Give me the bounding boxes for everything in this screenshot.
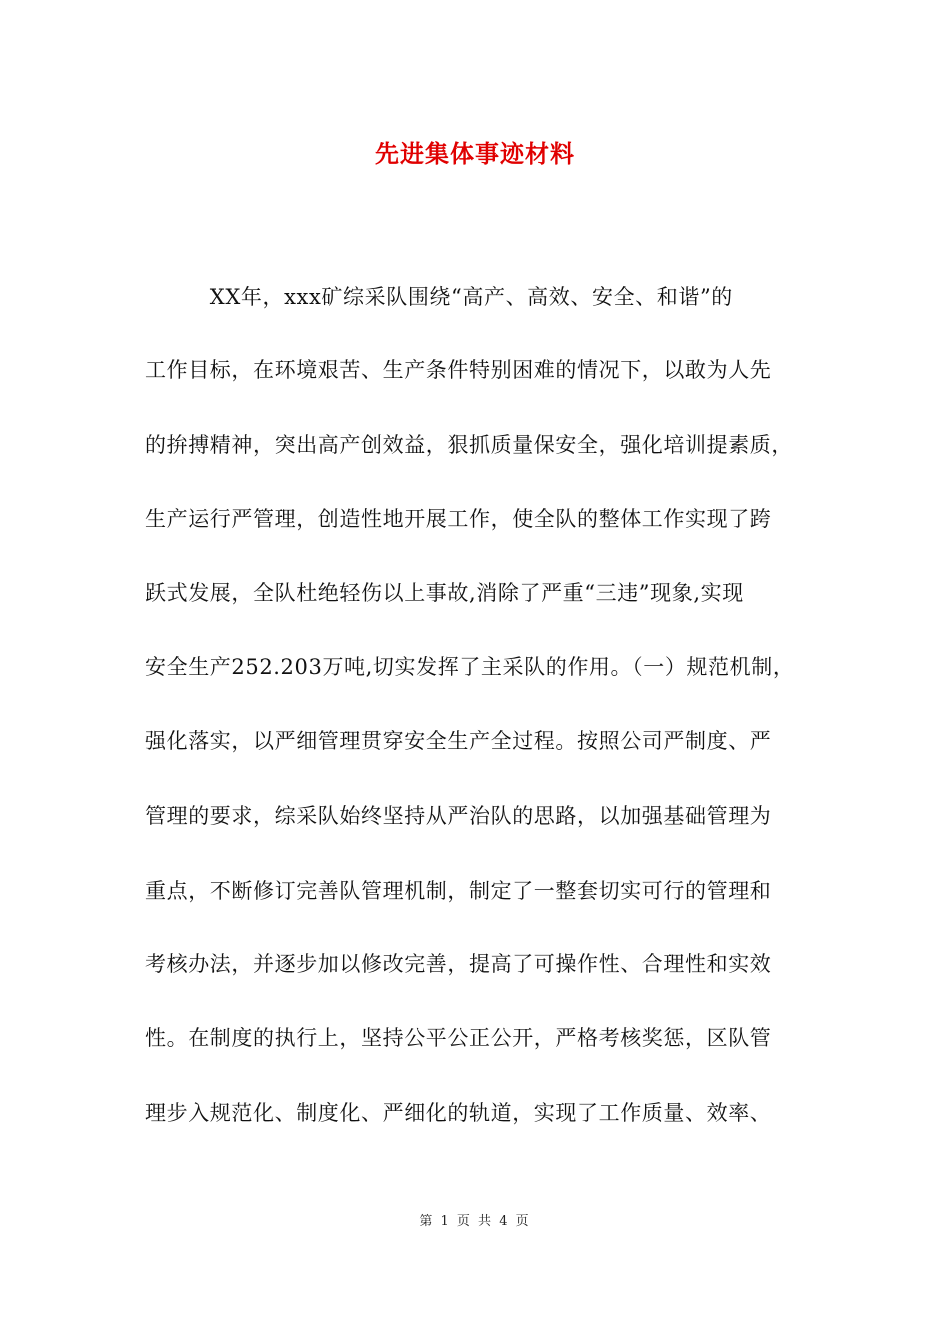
page-number-footer: 第 1 页 共 4 页 (419, 1214, 531, 1229)
body-line-12: 理步入规范化、制度化、严细化的轨道，实现了工作质量、效率、 (145, 1101, 772, 1125)
body-line-7: 强化落实，以严细管理贯穿安全生产全过程。按照公司严制度、严 (145, 729, 772, 753)
body-line-4: 生产运行严管理，创造性地开展工作，使全队的整体工作实现了跨 (145, 507, 772, 531)
body-line-1: XX年，xxx矿综采队围绕“高产、高效、安全、和谐”的 (145, 285, 733, 309)
body-line-5: 跃式发展，全队杜绝轻伤以上事故,消除了严重“三违”现象,实现 (145, 581, 744, 605)
body-line-11: 性。在制度的执行上，坚持公平公正公开，严格考核奖惩，区队管 (145, 1026, 772, 1050)
body-line-8: 管理的要求，综采队始终坚持从严治队的思路，以加强基础管理为 (145, 804, 772, 828)
body-line-6: 安全生产252.203万吨,切实发挥了主采队的作用。（一）规范机制， (145, 655, 795, 679)
body-line-2: 工作目标，在环境艰苦、生产条件特别困难的情况下，以敢为人先 (145, 358, 772, 382)
body-line-3: 的拚搏精神，突出高产创效益，狠抓质量保安全，强化培训提素质， (145, 433, 793, 457)
body-line-9: 重点，不断修订完善队管理机制，制定了一整套切实可行的管理和 (145, 879, 772, 903)
body-line-10: 考核办法，并逐步加以修改完善，提高了可操作性、合理性和实效 (145, 952, 772, 976)
document-title: 先进集体事迹材料 (375, 140, 575, 168)
